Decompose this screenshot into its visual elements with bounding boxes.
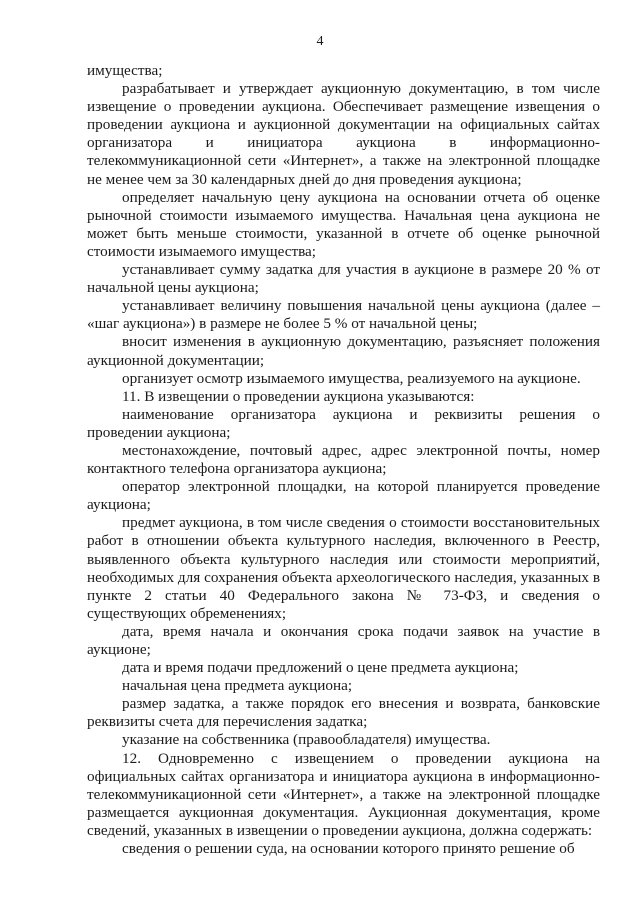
paragraph: наименование организатора аукциона и реквизиты решения о проведении аукциона; (87, 405, 600, 441)
paragraph: дата, время начала и окончания срока подачи заявок на участие в аукционе; (87, 622, 600, 658)
paragraph: определяет начальную цену аукциона на основании отчета об оценке рыночной стоимости изымаемого имущества. Начальная цена аукциона не может быть меньше стоимости, указанной в отчете об оценке рыночной стоимости изымаемого имущества; (87, 188, 600, 260)
paragraph: устанавливает сумму задатка для участия в аукционе в размере 20 % от начальной цены аукциона; (87, 261, 600, 297)
page-number: 4 (316, 34, 324, 49)
paragraph: сведения о решении суда, на основании которого принято решение об (122, 840, 575, 858)
paragraph: начальная цена предмета аукциона; (122, 677, 353, 695)
document-body (87, 62, 600, 858)
paragraph: вносит изменения в аукционную документацию, разъясняет положения аукционной документации; (87, 333, 600, 369)
section-heading-11: 11. В извещении о проведении аукциона указываются: (122, 387, 475, 405)
paragraph-continuation: имущества; (87, 62, 163, 79)
paragraph: размер задатка, а также порядок его внесения и возврата, банковские реквизиты счета для перечисления задатка; (87, 695, 600, 731)
section-paragraph-12: 12. Одновременно с извещением о проведении аукциона на официальных сайтах организатора и инициатора аукциона в информационно-телекоммуникационной сети «Интернет», а также на электронной площадке размещается аукционная документация. Аукционная документация, кроме сведений, указанных в извещении о проведении аукциона, должна содержать: (87, 749, 600, 839)
paragraph: предмет аукциона, в том числе сведения о стоимости восстановительных работ в отношении объекта культурного наследия, включенного в Реестр, выявленного объекта культурного наследия или стоимости мероприятий, необходимых для сохранения объекта археологического наследия, указанных в пункте 2 статьи 40 Федерального закона № 73-ФЗ, и сведения о существующих обременениях; (87, 514, 600, 622)
paragraph: организует осмотр изымаемого имущества, реализуемого на аукционе. (122, 369, 581, 387)
paragraph: указание на собственника (правообладателя) имущества. (122, 731, 491, 749)
paragraph: оператор электронной площадки, на которой планируется проведение аукциона; (87, 478, 600, 514)
paragraph: устанавливает величину повышения начальной цены аукциона (далее – «шаг аукциона») в размере не более 5 % от начальной цены; (87, 297, 600, 333)
paragraph: местонахождение, почтовый адрес, адрес электронной почты, номер контактного телефона организатора аукциона; (87, 441, 600, 478)
paragraph: дата и время подачи предложений о цене предмета аукциона; (122, 659, 519, 677)
paragraph: разрабатывает и утверждает аукционную документацию, в том числе извещение о проведении аукциона. Обеспечивает размещение извещения о проведении аукциона и аукционной документации на официальных сайтах организатора и инициатора аукциона в информационно-телекоммуникационной сети «Интернет», а также на электронной площадке не менее чем за 30 календарных дней до дня проведения аукциона; (87, 80, 600, 188)
